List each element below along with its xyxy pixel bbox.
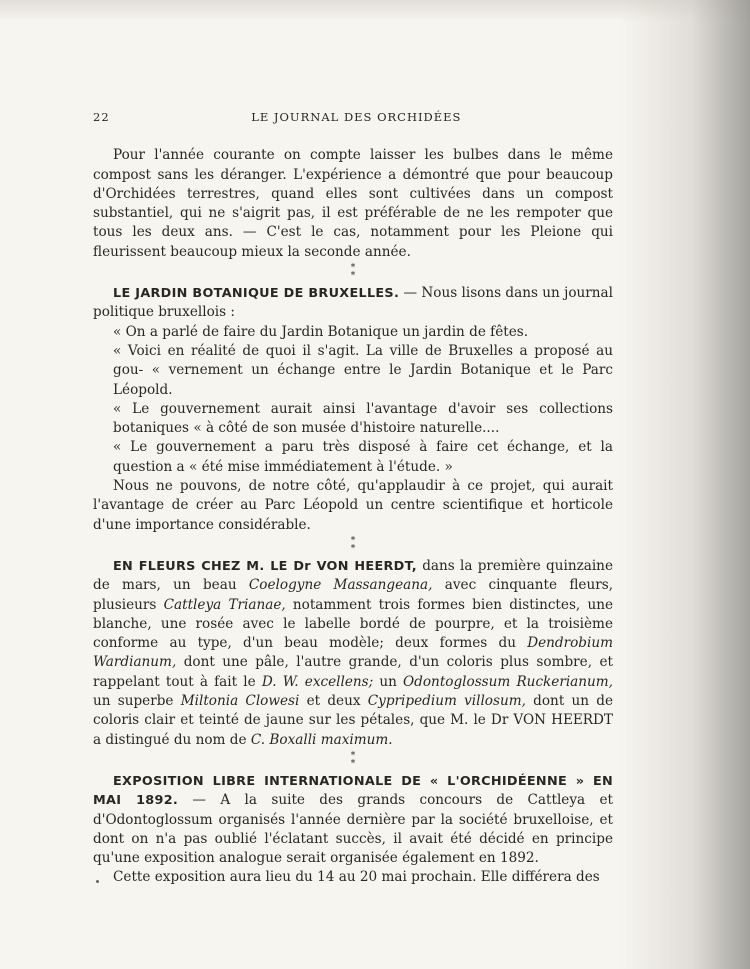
journal-page — [93, 108, 613, 888]
species-name: Dendrobium Wardianum, — [93, 635, 613, 671]
species-name: D. W. excellens; — [261, 673, 374, 690]
paragraph-exposition: EXPOSITION LIBRE INTERNATIONALE DE « L'ORCHIDÉENNE » EN MAI 1892. — A la suite des grands concours de Cattleya et d'Odontoglossum organisés l'année dernière par la société bruxelloise, et dont on n'a pas oublié l'éclatant succès, il avait été décidé en principe qu'une exposition analogue serait organisée également en 1892. — [93, 773, 613, 867]
running-title: LE JOURNAL DES ORCHIDÉES — [251, 110, 462, 124]
species-name: Coelogyne Massangeana, — [248, 577, 433, 594]
paragraph-jardin-closing: Nous ne pouvons, de notre côté, qu'applaudir à ce projet, qui aurait l'avantage de créer au Parc Léopold un centre scientifique et horticole d'une importance considérable. — [93, 478, 613, 533]
species-name: Miltonia Clowesi — [180, 693, 300, 710]
page-number: 22 — [93, 110, 110, 124]
paragraph-exposition-last: Cette exposition aura lieu du 14 au 20 mai prochain. Elle différera des — [113, 869, 600, 886]
running-header — [93, 108, 613, 127]
section-separator: * * — [350, 535, 356, 554]
quote-line: « Le gouvernement aurait ainsi l'avantage d'avoir ses collections botaniques « à côté de son musée d'histoire naturelle.... — [113, 400, 613, 437]
section-separator: * * — [350, 263, 356, 282]
paragraph-bulbes: Pour l'année courante on compte laisser les bulbes dans le même compost sans les déranger. L'expérience a démontré que pour beaucoup d'Orchidées terrestres, quand elles sont cultivées dans un compost substantiel, qui ne s'aigrit pas, il est préférable de ne les rempoter que tous les deux ans. — C'est le cas, notamment pour les Pleione qui fleurissent beaucoup mieux la seconde année. — [93, 147, 613, 260]
section-separator: * * — [350, 750, 356, 769]
quote-line: « Le gouvernement a paru très disposé à faire cet échange, et la question a « été mise immédiatement à l'étude. » — [113, 439, 613, 475]
quote-line: « Voici en réalité de quoi il s'agit. La ville de Bruxelles a proposé au gou- « vernement un échange entre le Jardin Botanique et le Parc Léopold. — [113, 342, 613, 398]
paragraph-heerdt: EN FLEURS CHEZ M. LE Dr VON HEERDT, dans la première quinzaine de mars, un beau Coelogyne Massangeana, avec cinquante fleurs, plusieurs Cattleya Trianae, notamment trois formes bien distinctes, une blanche, une rosée avec le labelle bordé de pourpre, et la troisième conforme au type, d'un beau modèle; deux formes du Dendrobium Wardianum, dont une pâle, l'autre grande, d'un coloris plus sombre, et rappelant tout à fait le D. W. excellens; un Odontoglossum Ruckerianum, un superbe Miltonia Clowesi et deux Cypripedium villosum, dont un de coloris clair et teinté de jaune sur les pétales, que M. le Dr VON HEERDT a distingué du nom de C. Boxalli maximum. — [93, 557, 614, 748]
section-heading-heerdt: EN FLEURS CHEZ M. LE Dr VON HEERDT, — [113, 558, 417, 574]
species-name: Odontoglossum Ruckerianum, — [403, 673, 614, 690]
species-name: Cypripedium villosum, — [367, 693, 526, 710]
section-heading-jardin: LE JARDIN BOTANIQUE DE BRUXELLES. — [113, 286, 400, 302]
scan-speck — [96, 880, 99, 883]
species-name: Cattleya Trianae, — [163, 596, 286, 613]
species-name: C. Boxalli maximum. — [250, 731, 393, 748]
section-heading-exposition: EXPOSITION LIBRE INTERNATIONALE DE « L'ORCHIDÉENNE » EN MAI 1892. — [93, 773, 613, 809]
paragraph-jardin-intro: LE JARDIN BOTANIQUE DE BRUXELLES. — Nous lisons dans un journal politique bruxellois : — [93, 285, 613, 321]
quote-line: « On a parlé de faire du Jardin Botanique un jardin de fêtes. — [113, 323, 529, 340]
page-gutter-shadow — [620, 0, 750, 969]
